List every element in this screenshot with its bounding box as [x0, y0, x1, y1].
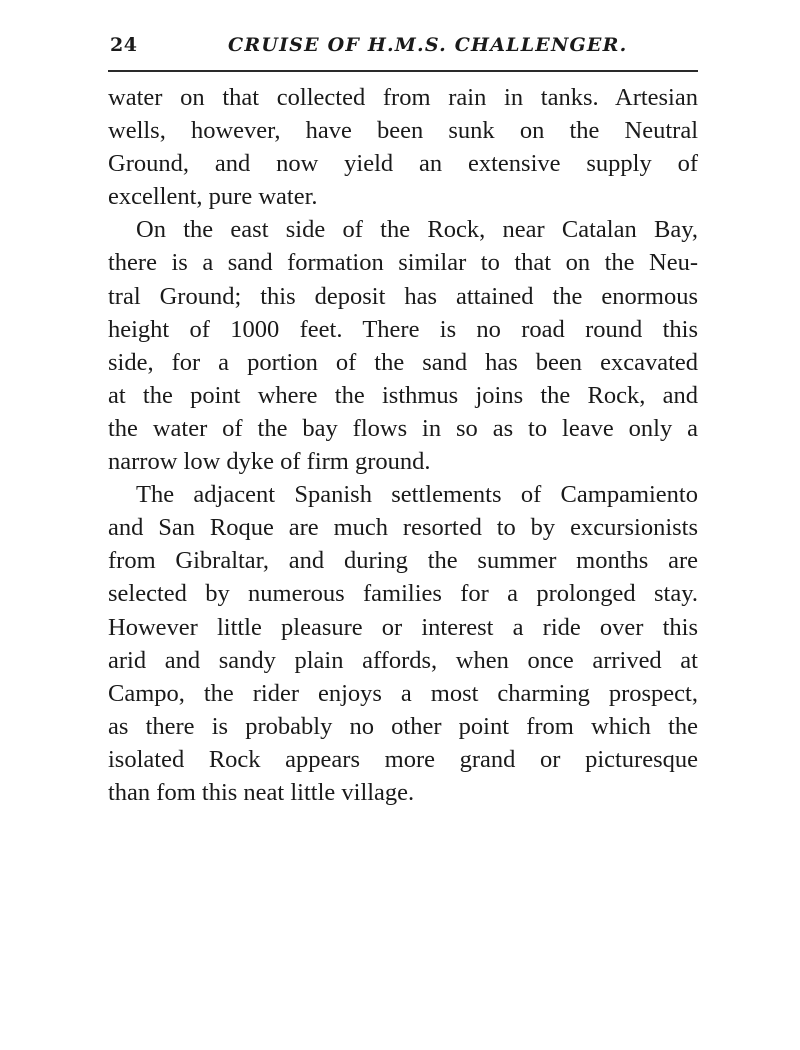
text-line: narrow low dyke of firm ground. [108, 448, 431, 476]
text-line: and San Roque are much resorted to by excursionists [108, 514, 698, 542]
text-line: isolated Rock appears more grand or picturesque [108, 745, 698, 773]
header-rule [108, 70, 698, 72]
text-line: at the point where the isthmus joins the Rock, and [108, 381, 698, 409]
text-line: selected by numerous families for a prolonged stay. [108, 580, 698, 608]
text-line: Campo, the rider enjoys a most charming prospect, [108, 679, 698, 707]
text-line: height of 1000 feet. There is no road round this [108, 315, 698, 343]
text-line: arid and sandy plain affords, when once arrived at [108, 646, 698, 674]
text-line: water on that collected from rain in tanks. Artesian [108, 84, 698, 111]
page-number: 24 [110, 34, 138, 56]
text-line: as there is probably no other point from which the [108, 712, 698, 740]
text-line: from Gibraltar, and during the summer months are [108, 547, 698, 575]
text-line: Ground, and now yield an extensive supply of [108, 150, 698, 178]
text-line: wells, however, have been sunk on the Neutral [108, 117, 698, 145]
text-line: tral Ground; this deposit has attained the enormous [108, 282, 698, 310]
page-header [108, 30, 698, 64]
text-line: However little pleasure or interest a ride over this [108, 613, 698, 641]
text-line: than fom this neat little village. [108, 778, 415, 806]
text-line: excellent, pure water. [108, 183, 318, 211]
body-text [108, 81, 698, 809]
text-line: there is a sand formation similar to that on the Neu- [108, 249, 698, 277]
text-line: side, for a portion of the sand has been excavated [108, 348, 698, 376]
running-head: CRUISE OF H.M.S. CHALLENGER. [228, 34, 628, 56]
text-line: On the east side of the Rock, near Catalan Bay, [136, 216, 698, 244]
text-line: the water of the bay flows in so as to leave only a [108, 414, 698, 442]
text-line: The adjacent Spanish settlements of Campamiento [136, 481, 698, 509]
